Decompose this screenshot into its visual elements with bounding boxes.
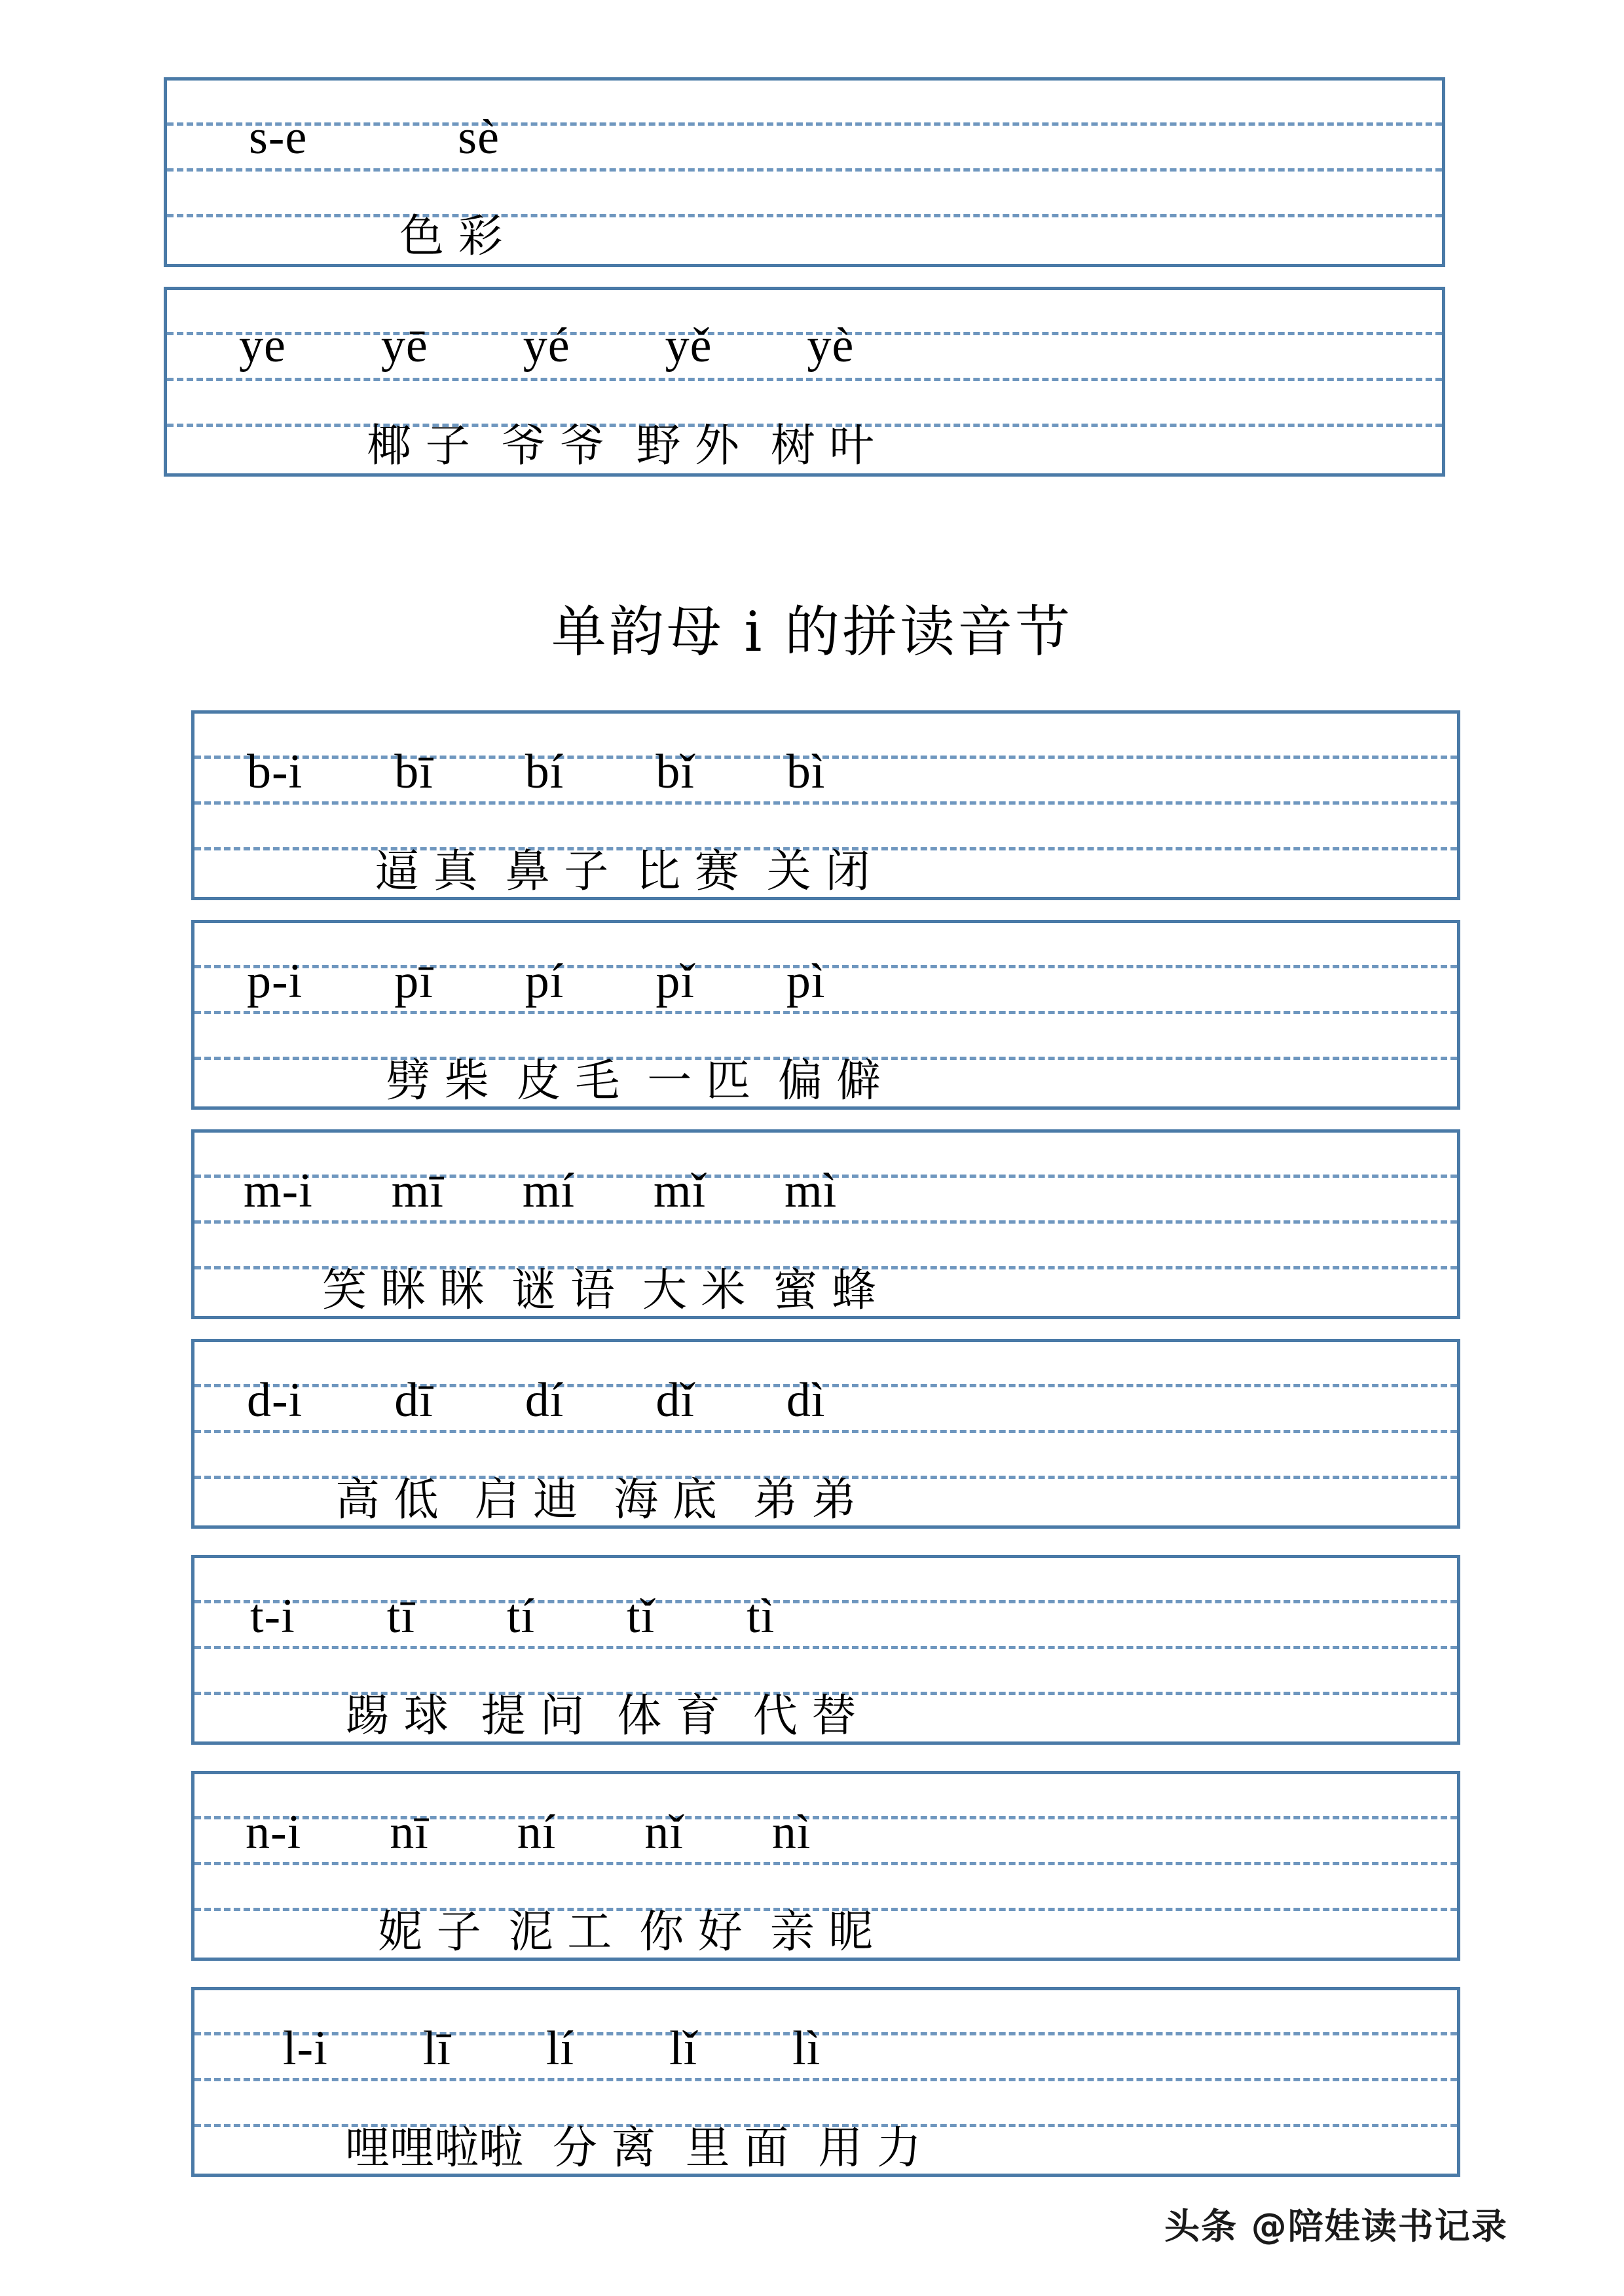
syllable: yè [807,319,855,373]
word: 高 低 [335,1474,439,1526]
syllable: bī [394,745,434,799]
syllable: lǐ [669,2022,698,2075]
syllable: dí [525,1374,564,1427]
syllable: lí [545,2022,575,2075]
syllable: n-i [246,1806,302,1859]
syllable-row [167,319,1442,373]
word: 劈 柴 [386,1055,489,1107]
pinyin-box-ye [164,287,1445,477]
word-row [194,2123,1457,2174]
word: 树 叶 [770,420,874,472]
syllable: l-i [283,2022,328,2075]
syllable: tì [747,1590,775,1643]
syllable-row [194,2024,1457,2073]
syllable: bì [786,745,826,799]
syllable: lī [422,2022,451,2075]
syllable: nǐ [644,1806,684,1859]
guide-line-2 [194,1646,1457,1649]
word: 提 问 [481,1690,585,1742]
word: 用 力 [818,2123,921,2174]
syllable-row [194,1808,1457,1857]
word: 大 米 [642,1265,746,1317]
section-title: 单韵母 i 的拼读音节 [551,600,1073,664]
syllable: t-i [250,1590,295,1643]
word: 皮 毛 [516,1055,620,1107]
syllable: lì [792,2022,821,2075]
word-row [167,211,1442,263]
syllable: m-i [244,1164,313,1218]
syllable: yé [523,319,570,373]
syllable: b-i [247,745,303,799]
syllable: tī [386,1590,415,1643]
syllable: tí [506,1590,536,1643]
syllable: yē [380,319,428,373]
watermark-attribution: 头条 @陪娃读书记录 [1164,2206,1508,2247]
word: 体 育 [617,1690,720,1742]
syllable: bǐ [655,745,695,799]
syllable: d-i [247,1374,303,1427]
pinyin-box-bi [191,710,1460,900]
syllable: pī [394,955,434,1008]
word-row [194,1690,1457,1742]
syllable: mì [784,1164,838,1218]
guide-line-2 [167,168,1442,172]
word: 代 替 [752,1690,857,1742]
syllable-row [167,113,1442,162]
word: 一 匹 [647,1055,750,1107]
guide-line-2 [194,1862,1457,1865]
guide-line-2 [194,2078,1457,2081]
word: 野 外 [636,420,739,472]
syllable: sè [458,111,500,164]
guide-line-2 [194,1011,1457,1014]
syllable: mí [522,1164,576,1218]
syllable: nì [771,1806,811,1859]
syllable-row [194,1592,1457,1641]
syllable-row [194,1164,1457,1218]
syllable: yě [665,319,712,373]
guide-line-2 [194,801,1457,805]
syllable: dǐ [655,1374,695,1427]
syllable-row [194,1376,1457,1425]
pinyin-box-ni [191,1771,1460,1961]
word: 海 底 [614,1474,717,1526]
syllable: tǐ [627,1590,655,1643]
pinyin-box-ti [191,1555,1460,1745]
word: 偏 僻 [777,1055,881,1107]
syllable: bí [525,745,564,799]
word: 分 离 [553,2123,656,2174]
guide-line-2 [167,378,1442,381]
pinyin-box-di [191,1339,1460,1529]
syllable: dī [394,1374,434,1427]
word: 笑 眯 眯 [322,1265,485,1317]
word: 色 彩 [399,211,503,263]
syllable: p-i [247,955,303,1008]
word: 逼 真 [375,846,478,898]
pinyin-box-li [191,1987,1460,2177]
word: 亲 昵 [769,1906,874,1958]
guide-line-2 [194,1430,1457,1433]
syllable: nī [390,1806,429,1859]
syllable: s-e [249,111,308,164]
pinyin-box-mi [191,1129,1460,1319]
word-row [194,1474,1457,1526]
word-row [167,420,1442,472]
syllable: mǐ [654,1164,707,1218]
word: 弟 弟 [752,1474,857,1526]
syllable: ye [239,319,286,373]
word: 鼻 子 [505,846,609,898]
syllable: ní [517,1806,557,1859]
word-row [194,1055,1457,1107]
pinyin-box-se [164,77,1445,267]
syllable-row [194,957,1457,1006]
word: 谜 语 [511,1265,615,1317]
word: 蜜 蜂 [773,1265,877,1317]
word: 泥 工 [508,1906,612,1958]
word: 爷 爷 [501,420,605,472]
word: 椰 子 [367,420,470,472]
word: 里 面 [685,2123,789,2174]
word: 比 赛 [636,846,739,898]
syllable-row [194,745,1457,799]
word-row [194,846,1457,898]
word: 踢 球 [345,1690,449,1742]
word-row [194,1265,1457,1317]
syllable: dì [786,1374,826,1427]
pinyin-box-pi [191,920,1460,1110]
word: 你 好 [639,1906,743,1958]
syllable: mī [391,1164,444,1218]
word: 关 闭 [766,846,870,898]
syllable: pǐ [655,955,695,1008]
syllable: pí [525,955,564,1008]
syllable: pì [786,955,826,1008]
word-row [194,1906,1457,1958]
guide-line-2 [194,1220,1457,1224]
word: 妮 子 [378,1906,481,1958]
word: 启 迪 [474,1474,578,1526]
word: 哩哩啦啦 [345,2123,524,2174]
